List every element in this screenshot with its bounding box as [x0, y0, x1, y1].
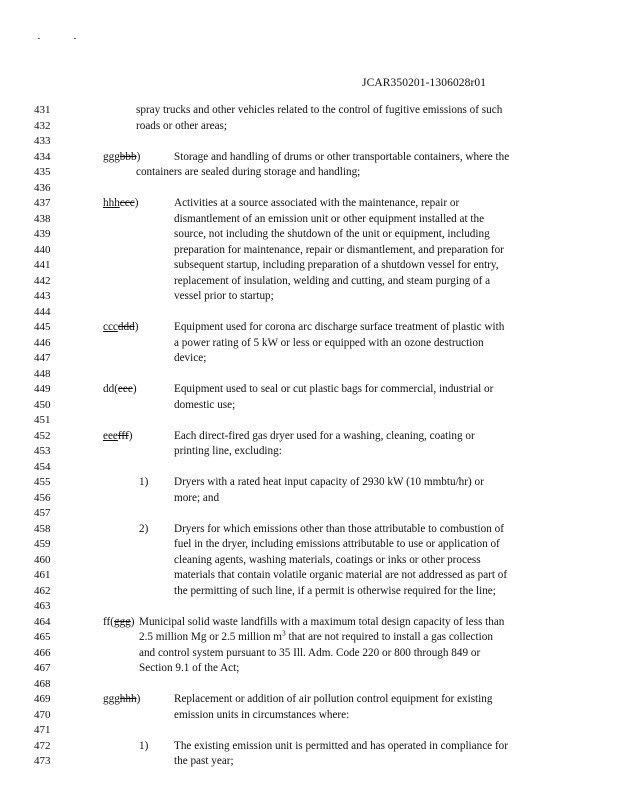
item-label: cccddd) — [103, 321, 139, 333]
line-number: 458 — [34, 522, 51, 535]
text-line: Dryers with a rated heat input capacity of 2930 kW (10 mmbtu/hr) or — [174, 476, 484, 488]
line-number: 446 — [34, 336, 51, 349]
text-line: subsequent startup, including preparation of a shutdown vessel for entry, — [174, 259, 499, 271]
text-line: materials that contain volatile organic material are not addressed as part of — [174, 569, 508, 581]
line-number: 472 — [34, 739, 51, 752]
deleted-label: fff — [117, 429, 129, 442]
line-number: 431 — [34, 104, 51, 116]
line-number: 440 — [34, 243, 51, 256]
line-number: 454 — [34, 460, 51, 473]
text-line: source, not including the shutdown of the unit or equipment, including — [174, 228, 490, 240]
text-line: Replacement or addition of air pollution control equipment for existing — [174, 693, 493, 705]
text-line: dismantlement of an emission unit or other equipment installed at the — [174, 212, 485, 225]
scan-speck — [38, 38, 40, 39]
line-numbers — [34, 103, 74, 770]
item-label: ggghhh) — [103, 693, 141, 705]
text-line: domestic use; — [174, 398, 236, 411]
line-number: 464 — [34, 615, 51, 628]
text-line: The existing emission unit is permitted and has operated in compliance for — [174, 739, 508, 752]
text-line: Activities at a source associated with the maintenance, repair or — [174, 197, 460, 209]
text-line: 2.5 million Mg or 2.5 million $m^3$ that are not required to install a gas collection — [139, 628, 493, 643]
item-label: gggbbb) — [103, 150, 141, 163]
line-number: 466 — [34, 646, 51, 659]
text-line: cleaning agents, washing materials, coatings or inks or other process — [174, 553, 481, 566]
text-line: the past year; — [174, 755, 234, 767]
text-line: spray trucks and other vehicles related to the control of fugitive emissions of such — [136, 104, 503, 116]
item-label: eeefff) — [103, 429, 133, 442]
deleted-label: ddd — [117, 321, 135, 333]
text-line: preparation for maintenance, repair or dismantlement, and preparation for — [174, 243, 504, 256]
line-number: 444 — [34, 305, 51, 318]
inserted-label: ggg — [103, 693, 120, 705]
line-number: 442 — [34, 274, 51, 287]
deleted-label: hhh — [119, 693, 137, 705]
text-line: and control system pursuant to 35 Ill. Adm. Code 220 or 800 through 849 or — [139, 646, 481, 659]
text-line: Equipment used for corona arc discharge surface treatment of plastic with — [174, 321, 505, 333]
document-id: JCAR350201-1306028r01 — [362, 77, 487, 89]
text-line: the permitting of such line, if a permit is otherwise required for the line; — [174, 584, 496, 597]
text-line: device; — [174, 352, 207, 364]
line-number: 449 — [34, 383, 51, 395]
subitem-number: 1) — [139, 739, 149, 752]
line-number: 437 — [34, 197, 51, 209]
line-number: 462 — [34, 584, 51, 597]
line-number: 432 — [34, 119, 51, 132]
subitem-number: 2) — [139, 522, 149, 535]
line-number: 447 — [34, 352, 51, 364]
deleted-label: ccc — [119, 197, 135, 209]
scan-speck — [74, 38, 76, 39]
text-line: fuel in the dryer, including emissions attributable to use or application of — [174, 538, 500, 550]
text-line: Equipment used to seal or cut plastic bags for commercial, industrial or — [174, 383, 494, 395]
text-line: more; and — [174, 491, 220, 504]
line-number: 436 — [34, 181, 51, 194]
line-number: 435 — [34, 166, 51, 178]
line-number: 455 — [34, 476, 51, 488]
line-number: 438 — [34, 212, 51, 225]
text-line: Each direct-fired gas dryer used for a washing, cleaning, coating or — [174, 429, 475, 442]
line-number: 457 — [34, 507, 51, 519]
line-number: 468 — [34, 677, 51, 690]
line-number: 469 — [34, 693, 51, 705]
inserted-label: hhh — [103, 197, 120, 209]
text-line: vessel prior to startup; — [174, 290, 274, 302]
line-number: 463 — [34, 600, 51, 612]
subitem-number: 1) — [139, 476, 149, 488]
text-line: replacement of insulation, welding and cutting, and steam purging of a — [174, 274, 491, 287]
deleted-label: ggg — [113, 615, 131, 628]
line-number: 453 — [34, 445, 51, 457]
line-number: 445 — [34, 321, 51, 333]
text-line: emission units in circumstances where: — [174, 708, 350, 721]
text-line: roads or other areas; — [136, 119, 228, 132]
line-number: 439 — [34, 228, 51, 240]
line-number: 441 — [34, 259, 51, 271]
text-line: Storage and handling of drums or other transportable containers, where the — [174, 150, 510, 163]
line-number: 450 — [34, 398, 51, 411]
line-number: 459 — [34, 538, 51, 550]
line-number: 473 — [34, 755, 51, 767]
text-line: Municipal solid waste landfills with a maximum total design capacity of less than — [139, 615, 505, 628]
text-line: containers are sealed during storage and handling; — [136, 166, 361, 178]
item-label: hhhccc) — [103, 197, 139, 209]
line-number: 452 — [34, 429, 51, 442]
line-number: 456 — [34, 491, 51, 504]
line-number: 433 — [34, 135, 51, 147]
inserted-label: ccc — [103, 321, 118, 333]
line-number: 471 — [34, 724, 51, 736]
text-line: printing line, excluding: — [174, 445, 282, 457]
line-number: 434 — [34, 150, 51, 163]
line-number: 467 — [34, 662, 51, 674]
line-number: 465 — [34, 631, 51, 643]
item-label: ff(ggg) — [103, 615, 135, 628]
text-line: a power rating of 5 kW or less or equipped with an ozone destruction — [174, 336, 484, 349]
line-number: 448 — [34, 367, 51, 380]
deleted-label: eee — [117, 383, 133, 395]
line-number: 460 — [34, 553, 51, 566]
item-label: dd(eee) — [103, 383, 137, 395]
text-line: Section 9.1 of the Act; — [139, 662, 240, 674]
text-line: Dryers for which emissions other than those attributable to combustion of — [174, 522, 504, 535]
inserted-label: eee — [103, 429, 118, 442]
line-number: 470 — [34, 708, 51, 721]
line-number: 451 — [34, 414, 51, 426]
inserted-label: ggg — [103, 150, 120, 163]
line-number: 443 — [34, 290, 51, 302]
line-number: 461 — [34, 569, 51, 581]
deleted-label: bbb — [119, 150, 137, 163]
